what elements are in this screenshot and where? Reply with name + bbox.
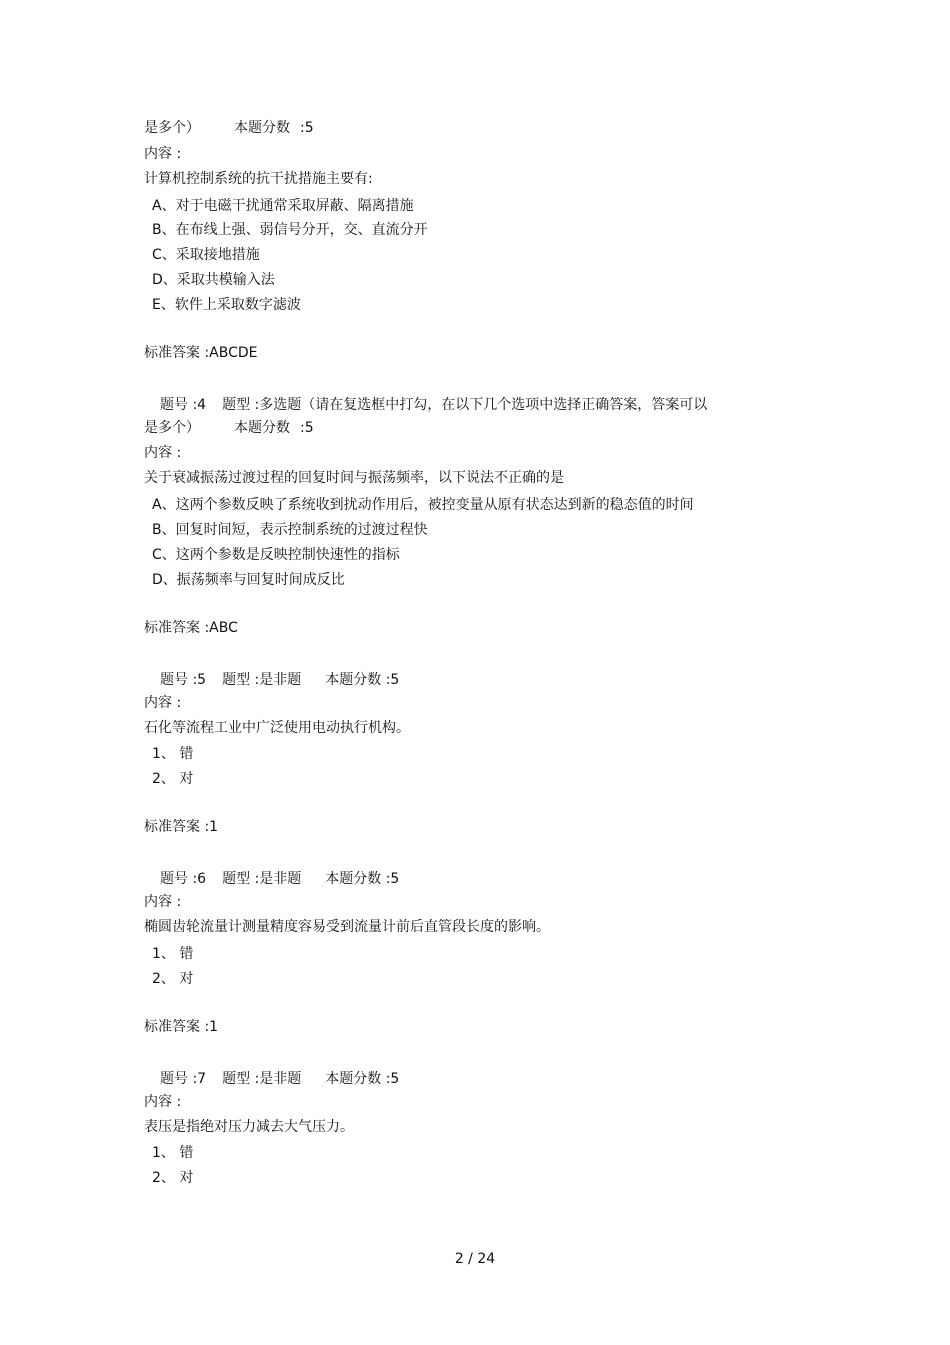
- q5-number: 题号 :5: [160, 672, 207, 688]
- q6-score: 本题分数 :5: [325, 871, 400, 887]
- q3-option-c: C、采取接地措施: [152, 247, 260, 263]
- q6-option-2: 2、 对: [152, 971, 194, 987]
- q4-option-a: A、这两个参数反映了系统收到扰动作用后，被控变量从原有状态达到新的稳态值的时间: [152, 497, 694, 513]
- q5-header-line: [160, 671, 399, 689]
- q3-option-a: A、对于电磁干扰通常采取屏蔽、隔离措施: [152, 198, 414, 214]
- q5-content-label: 内容 :: [144, 695, 182, 711]
- q5-answer: 标准答案 :1: [144, 819, 219, 835]
- q3-stem: 计算机控制系统的抗干扰措施主要有:: [144, 171, 373, 187]
- q4-type: 题型 :多选题（请在复选框中打勾，在以下几个选项中选择正确答案，答案可以: [222, 397, 708, 413]
- q6-header-line: [160, 870, 399, 888]
- q4-option-b: B、回复时间短，表示控制系统的过渡过程快: [152, 522, 428, 538]
- q6-number: 题号 :6: [160, 871, 207, 887]
- q3-answer: 标准答案 :ABCDE: [144, 345, 258, 361]
- q4-option-d: D、振荡频率与回复时间成反比: [152, 572, 345, 588]
- q3-option-b: B、在布线上强、弱信号分开，交、直流分开: [152, 222, 428, 238]
- q4-number: 题号 :4: [160, 397, 207, 413]
- q4-option-c: C、这两个参数是反映控制快速性的指标: [152, 547, 400, 563]
- q7-header-line: [160, 1070, 399, 1088]
- q3-option-d: D、采取共模输入法: [152, 272, 275, 288]
- q5-option-1: 1、 错: [152, 746, 194, 762]
- q6-answer: 标准答案 :1: [144, 1019, 219, 1035]
- q7-content-label: 内容 :: [144, 1094, 182, 1110]
- q4-header-continuation: 是多个）: [144, 420, 200, 436]
- q4-content-label: 内容 :: [144, 445, 182, 461]
- q6-type: 题型 :是非题: [222, 871, 302, 887]
- q3-score: :5: [300, 120, 314, 136]
- q7-option-1: 1、 错: [152, 1145, 194, 1161]
- q6-option-1: 1、 错: [152, 946, 194, 962]
- q7-type: 题型 :是非题: [222, 1071, 302, 1087]
- q7-number: 题号 :7: [160, 1071, 207, 1087]
- q3-option-e: E、软件上采取数字滤波: [152, 297, 301, 313]
- q4-header-line-2: [144, 419, 314, 437]
- q3-score-label: 本题分数: [234, 120, 290, 136]
- q6-stem: 椭圆齿轮流量计测量精度容易受到流量计前后直管段长度的影响。: [144, 919, 550, 935]
- page-number: 2 / 24: [454, 1251, 496, 1267]
- q7-option-2: 2、 对: [152, 1170, 194, 1186]
- q4-header-line: [160, 396, 707, 414]
- q4-score: :5: [300, 420, 314, 436]
- q5-option-2: 2、 对: [152, 771, 194, 787]
- q4-score-label: 本题分数: [234, 420, 290, 436]
- q7-score: 本题分数 :5: [325, 1071, 400, 1087]
- q5-stem: 石化等流程工业中广泛使用电动执行机构。: [144, 720, 410, 736]
- q4-answer: 标准答案 :ABC: [144, 620, 238, 636]
- q4-stem: 关于衰减振荡过渡过程的回复时间与振荡频率，以下说法不正确的是: [144, 470, 564, 486]
- q5-score: 本题分数 :5: [325, 672, 400, 688]
- q3-header-line: [144, 119, 314, 137]
- q3-content-label: 内容 :: [144, 146, 182, 162]
- q6-content-label: 内容 :: [144, 894, 182, 910]
- q7-stem: 表压是指绝对压力减去大气压力。: [144, 1119, 354, 1135]
- q3-header-continuation: 是多个）: [144, 120, 200, 136]
- q5-type: 题型 :是非题: [222, 672, 302, 688]
